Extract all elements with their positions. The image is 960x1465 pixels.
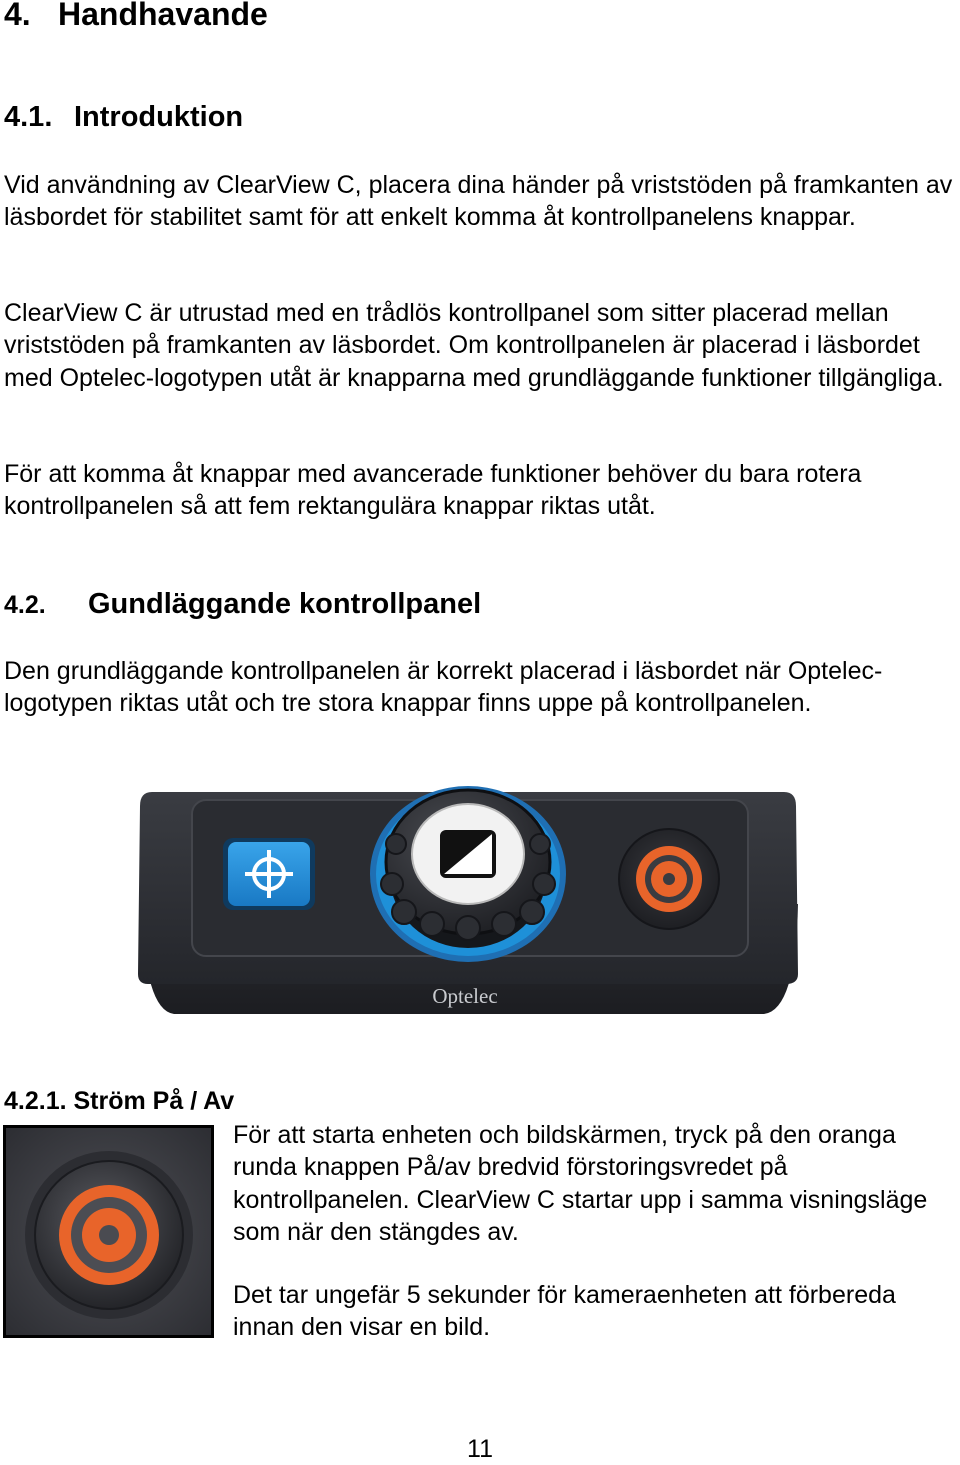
contrast-icon — [442, 832, 494, 876]
power-paragraph-2: Det tar ungefär 5 sekunder för kameraenheten att förbereda innan den visar en bild. — [233, 1281, 896, 1342]
panel-logo: Optelec — [432, 984, 498, 1008]
intro-paragraph-1: Vid användning av ClearView C, placera dina händer på vriststöden på framkanten av läsbordet för stabilitet samt för att enkelt komma åt kontrollpanelens knappar. — [4, 171, 953, 232]
chapter-heading — [4, 0, 268, 33]
section-heading-intro — [4, 101, 243, 134]
subsection-heading-power: 4.2.1. Ström På / Av — [4, 1087, 235, 1115]
section-title: Introduktion — [74, 101, 244, 133]
basic-paragraph: Den grundläggande kontrollpanelen är korrekt placerad i läsbordet när Optelec-logotypen riktas utåt och tre stora knappar finns uppe på kontrollpanelen. — [4, 657, 883, 718]
zoom-knob — [370, 786, 566, 962]
section-heading-basic — [4, 588, 481, 621]
crosshair-button — [223, 838, 315, 910]
chapter-number: 4. — [4, 0, 31, 32]
intro-paragraph-2: ClearView C är utrustad med en trådlös kontrollpanel som sitter placerad mellan vriststöden på framkanten av läsbordet. Om kontrollpanelen är placerad i läsbordet med Optelec-logotypen utåt är knapparna med grundläggande funktioner tillgängliga. — [4, 299, 944, 392]
section-title: Gundläggande kontrollpanel — [88, 588, 482, 620]
power-paragraph-1: För att starta enheten och bildskärmen, tryck på den oranga runda knappen På/av bredvid förstoringsvredet på kontrollpanelen. ClearView C startar upp i samma visningsläge som när den stängdes av. — [233, 1121, 928, 1246]
page-number: 11 — [467, 1435, 493, 1463]
section-number: 4.2. — [4, 591, 46, 619]
control-panel-photo — [134, 784, 804, 1024]
power-button-closeup — [3, 1125, 214, 1338]
power-button-photo — [619, 829, 719, 929]
section-number: 4.1. — [4, 101, 53, 133]
intro-paragraph-3: För att komma åt knappar med avancerade funktioner behöver du bara rotera kontrollpanelen så att fem rektangulära knappar riktas utåt. — [4, 460, 862, 521]
chapter-title: Handhavande — [58, 0, 268, 32]
